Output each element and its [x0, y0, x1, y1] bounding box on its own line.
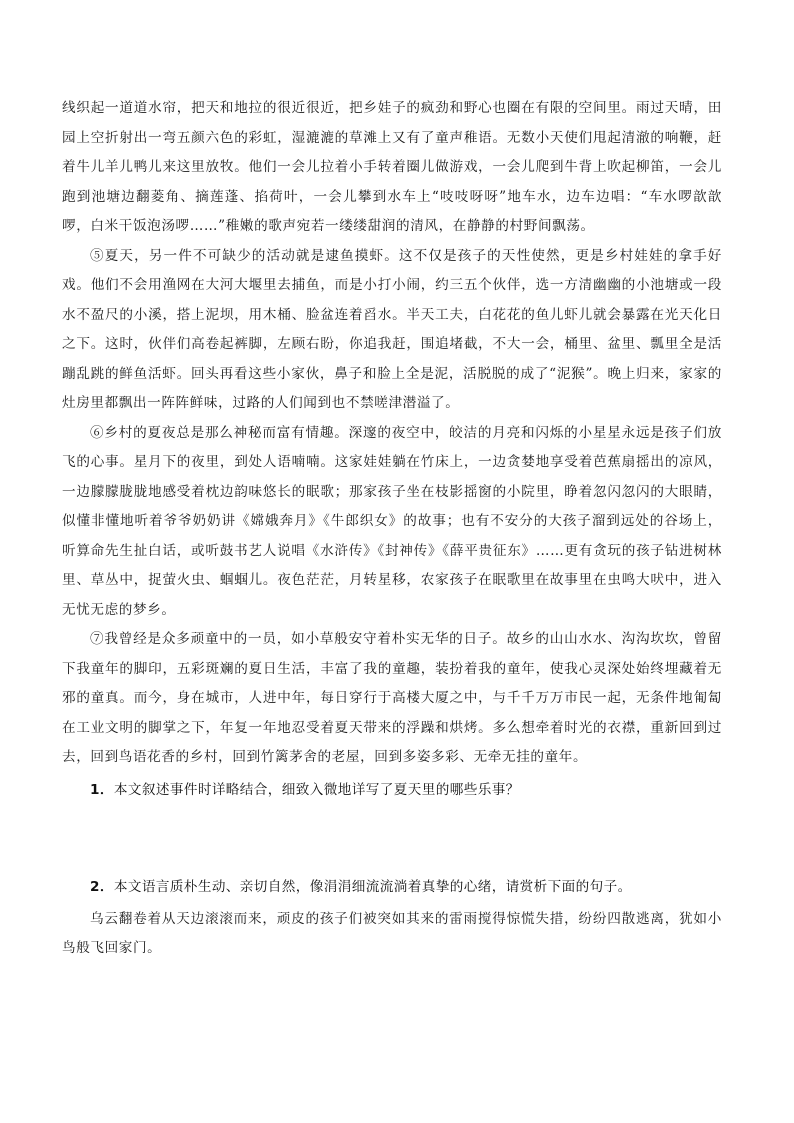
paragraph-5: ⑤夏天，另一件不可缺少的活动就是逮鱼摸虾。这不仅是孩子的天性使然，更是乡村娃娃的拿手好戏。他们不会用渔网在大河大堰里去捕鱼，而是小打小闹，约三五个伙伴，选一方清幽幽的小池塘或一段水不盈尺的小溪，搭上泥坝，用木桶、脸盆连着舀水。半天工夫，白花花的鱼儿虾儿就会暴露在光天化日之下。这时，伙伴们高卷起裤脚，左顾右盼，你追我赶，围追堵截，不大一会，桶里、盆里、瓢里全是活蹦乱跳的鲜鱼活虾。回头再看这些小家伙，鼻子和脸上全是泥，活脱脱的成了“泥猴”。晚上归来，家家的灶房里都飘出一阵阵鲜味，过路的人们闻到也不禁嗟津潜溢了。: [62, 247, 722, 411]
paragraph-7: ⑦我曾经是众多顽童中的一员，如小草般安守着朴实无华的日子。故乡的山山水水、沟沟坎坎，曾留下我童年的脚印，五彩斑斓的夏日生活，丰富了我的童趣，装扮着我的童年，使我心灵深处始终埋藏着无邪的童真。而今，身在城市，人进中年，每日穿行于高楼大厦之中，与千千万万市民一起，无条件地匍匐在工业文明的脚掌之下，年复一年地忍受着夏天带来的浮躁和烘烤。多么想牵着时光的衣襟，重新回到过去，回到鸟语花香的乡村，回到竹篱茅舍的老屋，回到多姿多彩、无牵无挂的童年。: [62, 631, 722, 765]
quoted-sentence: 乌云翻卷着从天边滚滚而来，顽皮的孩子们被突如其来的雷雨搅得惊慌失措，纷纷四散逃离，犹如小鸟般飞回家门。: [62, 910, 722, 956]
question-2: [62, 877, 722, 897]
paragraph-continued: 线织起一道道水帘，把天和地拉的很近很近，把乡娃子的疯劲和野心也圈在有限的空间里。雨过天晴，田园上空折射出一弯五颜六色的彩虹，湿漉漉的草滩上又有了童声稚语。无数小天使们甩起清澈的响鞭，赶着牛儿羊儿鸭儿来这里放牧。他们一会儿拉着小手转着圈儿做游戏，一会儿爬到牛背上吹起柳笛，一会儿跑到池塘边翻菱角、摘莲蓬、掐荷叶，一会儿攀到水车上“吱吱呀呀”地车水，边车边唱：“车水啰歆歆啰，白米干饭泡汤啰……”稚嫩的歌声宛若一缕缕甜润的清风，在静静的村野间飘荡。: [62, 100, 722, 234]
question-2-number: 2．: [90, 878, 114, 895]
question-1: [62, 780, 722, 800]
question-1-number: 1．: [90, 781, 114, 798]
question-2-text: 本文语言质朴生动、亲切自然，像涓涓细流流淌着真挚的心绪，请赏析下面的句子。: [113, 878, 632, 895]
answer-space: [62, 800, 722, 877]
article-body: [62, 94, 722, 964]
paragraph-6: ⑥乡村的夏夜总是那么神秘而富有情趣。深邃的夜空中，皎洁的月亮和闪烁的小星星永远是孩子们放飞的心事。星月下的夜里，到处人语喃喃。这家娃娃躺在竹床上，一边贪婪地享受着芭蕉扇摇出的凉风，一边朦朦胧胧地感受着枕边韵味悠长的眠歌；那家孩子坐在枝影摇窗的小院里，睁着忽闪忽闪的大眼睛，似懂非懂地听着爷爷奶奶讲《嫦娥奔月》《牛郎织女》的故事；也有不安分的大孩子溜到远处的谷场上，听算命先生扯白话，或听鼓书艺人说唱《水浒传》《封神传》《薛平贵征东》……更有贪玩的孩子钻进树林里、草丛中，捉萤火虫、蝈蝈儿。夜色茫茫，月转星移，农家孩子在眠歌里在故事里在虫鸣大吠中，进入无忧无虑的梦乡。: [62, 424, 722, 618]
question-1-text: 本文叙述事件时详略结合，细致入微地详写了夏天里的哪些乐事？: [113, 781, 520, 798]
